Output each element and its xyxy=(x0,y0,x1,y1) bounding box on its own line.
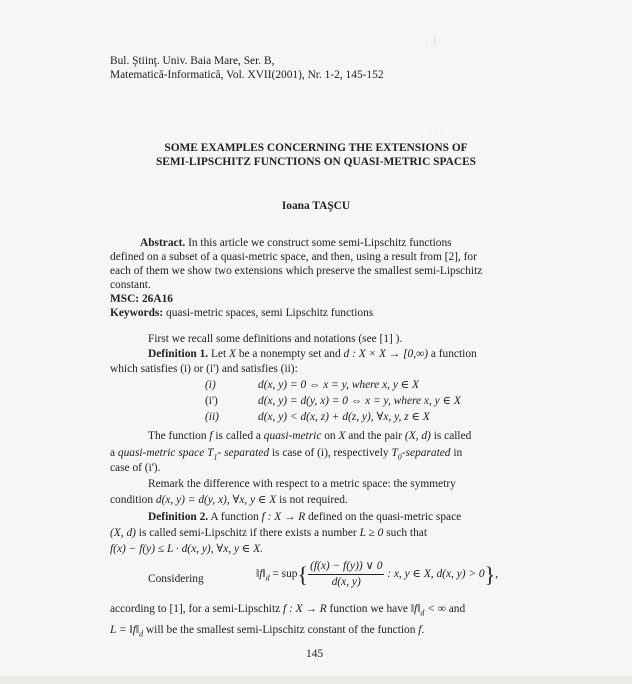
math-expression: d(x, y) = 0 ⇔ x = y xyxy=(258,379,347,391)
defined-term: - separated xyxy=(217,447,270,459)
show-through-text: ʅ: . . xyxy=(420,36,436,47)
text-run: according to [1], for a semi-Lipschitz xyxy=(110,603,284,615)
subscript: d xyxy=(420,608,425,618)
text-run: on xyxy=(321,430,339,442)
keywords-label: Keywords: xyxy=(110,307,164,319)
math-expression: d(x, y) = d(y, x), ∀x, y ∈ X xyxy=(155,494,277,506)
author-name: Ioana TAŞCU xyxy=(281,200,351,212)
show-through-text: · · · xyxy=(430,130,443,141)
norm-fraction xyxy=(308,559,384,590)
math-expression: L = ‖f‖ xyxy=(110,624,140,636)
right-brace: } xyxy=(484,562,496,587)
math-symbol: f xyxy=(418,624,422,636)
math-expression: < ∞ xyxy=(424,603,446,615)
definition-1-line xyxy=(148,348,477,361)
keywords-line xyxy=(110,307,373,320)
norm-symbol: ‖f‖ xyxy=(256,568,266,581)
math-expression: (X, d) xyxy=(404,430,431,442)
text-run: and the pair xyxy=(345,430,405,442)
subscript: d xyxy=(265,573,270,583)
scan-bottom-edge xyxy=(0,676,632,684)
math-expression: d(x, y) < d(x, z) + d(z, y), ∀x, y, z ∈ X xyxy=(258,411,430,423)
condition-i-prime-label: (i') xyxy=(205,395,218,407)
text-run: defined on the quasi-metric space xyxy=(305,511,462,523)
paper-title-line2: SEMI-LIPSCHITZ FUNCTIONS ON QUASI-METRIC SPACES xyxy=(155,156,477,168)
text-run: is called semi-Lipschitz if there exists a number xyxy=(135,527,360,539)
fraction-denominator: d(x, y) xyxy=(331,576,361,588)
msc-value: 26A16 xyxy=(139,293,173,305)
math-operator: = sup xyxy=(269,568,298,581)
page-number: 145 xyxy=(306,648,324,660)
math-symbol: X xyxy=(338,430,346,442)
math-expression: L ≥ 0 xyxy=(359,527,384,539)
math-symbol: f xyxy=(209,430,213,442)
definition-1-continuation: which satisfies (i) or (i') and satisfies (ii): xyxy=(110,363,298,375)
definition-2-line2 xyxy=(110,527,427,540)
definition-2-line3: f(x) − f(y) ≤ L · d(x, y), ∀x, y ∈ X. xyxy=(110,543,264,555)
math-expression: f : X → R xyxy=(261,511,306,523)
defined-term: quasi-metric xyxy=(263,430,322,442)
remark-line2 xyxy=(110,494,348,507)
text-run: a function xyxy=(428,348,477,360)
condition-i xyxy=(258,379,419,392)
subscript: 0 xyxy=(397,452,402,462)
quasi-metric-line1 xyxy=(148,430,471,443)
defined-term: -separated xyxy=(401,447,451,459)
text-run: is called xyxy=(430,430,472,442)
text-run: is called a xyxy=(212,430,264,442)
text-run: A function xyxy=(208,511,262,523)
definition-2-line xyxy=(148,511,461,524)
defined-term: quasi-metric space T xyxy=(117,447,214,459)
text-run: in xyxy=(450,447,463,459)
text-run: such that xyxy=(383,527,428,539)
subscript: 1 xyxy=(213,452,218,462)
keywords-value: quasi-metric spaces, semi Lipschitz functions xyxy=(163,307,374,319)
math-expression: : x, y ∈ X, d(x, y) > 0 xyxy=(384,568,485,581)
abstract-line3: each of them we show two extensions which preserve the smallest semi-Lipschitz xyxy=(110,265,483,277)
msc-line xyxy=(110,293,173,306)
quasi-metric-line2 xyxy=(110,447,462,463)
math-expression: d : X × X → [0,∞) xyxy=(343,348,428,360)
text-run: will be the smallest semi-Lipschitz constant of the function xyxy=(143,624,419,636)
abstract-label: Abstract. xyxy=(140,237,186,249)
considering-label: Considering xyxy=(148,573,204,585)
text-run: The function xyxy=(148,430,210,442)
text-run: condition xyxy=(110,494,156,506)
math-expression: d(x, y) = d(y, x) = 0 ⇔ x = y xyxy=(258,395,388,407)
text-run: is not required. xyxy=(276,494,348,506)
math-expression: f : X → R xyxy=(283,603,327,615)
msc-label: MSC: xyxy=(110,293,140,305)
subscript: d xyxy=(139,629,144,639)
math-expression: , where x, y ∈ X xyxy=(346,379,419,391)
abstract-line4: constant. xyxy=(110,279,151,291)
abstract-line2: defined on a subset of a quasi-metric space, and then, using a result from [2], for xyxy=(110,251,477,263)
math-expression: , where x, y ∈ X xyxy=(387,395,461,407)
abstract-text: In this article we construct some semi-Lipschitz functions xyxy=(185,237,452,249)
remark-line1: Remark the difference with respect to a metric space: the symmetry xyxy=(148,478,456,490)
paper-title-line1: SOME EXAMPLES CONCERNING THE EXTENSIONS OF xyxy=(164,142,468,154)
text-run: . xyxy=(421,624,425,636)
math-expression: (X, d) xyxy=(110,527,136,539)
norm-formula: $‖f‖_d = sup${ $\frac{(f(x) - f(y)) \vee 0}{d(x, y)}$ : x, y ∈ X, d(x, y) > 0}, xyxy=(256,560,499,588)
condition-ii-label: (ii) xyxy=(205,411,219,423)
definition-1-label: Definition 1. xyxy=(148,348,209,360)
abstract-line1 xyxy=(140,237,452,250)
text-run: be a nonempty set and xyxy=(235,348,344,360)
condition-i-prime xyxy=(258,395,461,408)
text-run: Let xyxy=(208,348,229,360)
norm-symbol: ‖f‖ xyxy=(410,603,421,615)
journal-header-line1: Bul. Ştiinţ. Univ. Baia Mare, Ser. B, xyxy=(110,55,275,67)
left-brace: { xyxy=(297,562,309,587)
math-symbol: X xyxy=(229,348,236,360)
text-run: is case of (i), respectively xyxy=(269,447,392,459)
text-run: and xyxy=(445,603,466,615)
fraction-numerator: (f(x) − f(y)) ∨ 0 xyxy=(308,559,384,575)
text-run: function we have xyxy=(326,603,411,615)
defined-term: T xyxy=(391,447,398,459)
definition-2-label: Definition 2. xyxy=(148,511,209,523)
text-run: a xyxy=(110,447,118,459)
conclusion-line2 xyxy=(110,624,424,640)
condition-i-label: (i) xyxy=(205,379,216,391)
conclusion-line1 xyxy=(110,603,465,619)
condition-ii xyxy=(258,411,430,424)
intro-sentence: First we recall some definitions and notations (see [1] ). xyxy=(148,333,403,345)
quasi-metric-line3: case of (i'). xyxy=(110,462,161,474)
journal-header-line2: Matematică-Informatică, Vol. XVII(2001), Nr. 1-2, 145-152 xyxy=(110,69,384,81)
